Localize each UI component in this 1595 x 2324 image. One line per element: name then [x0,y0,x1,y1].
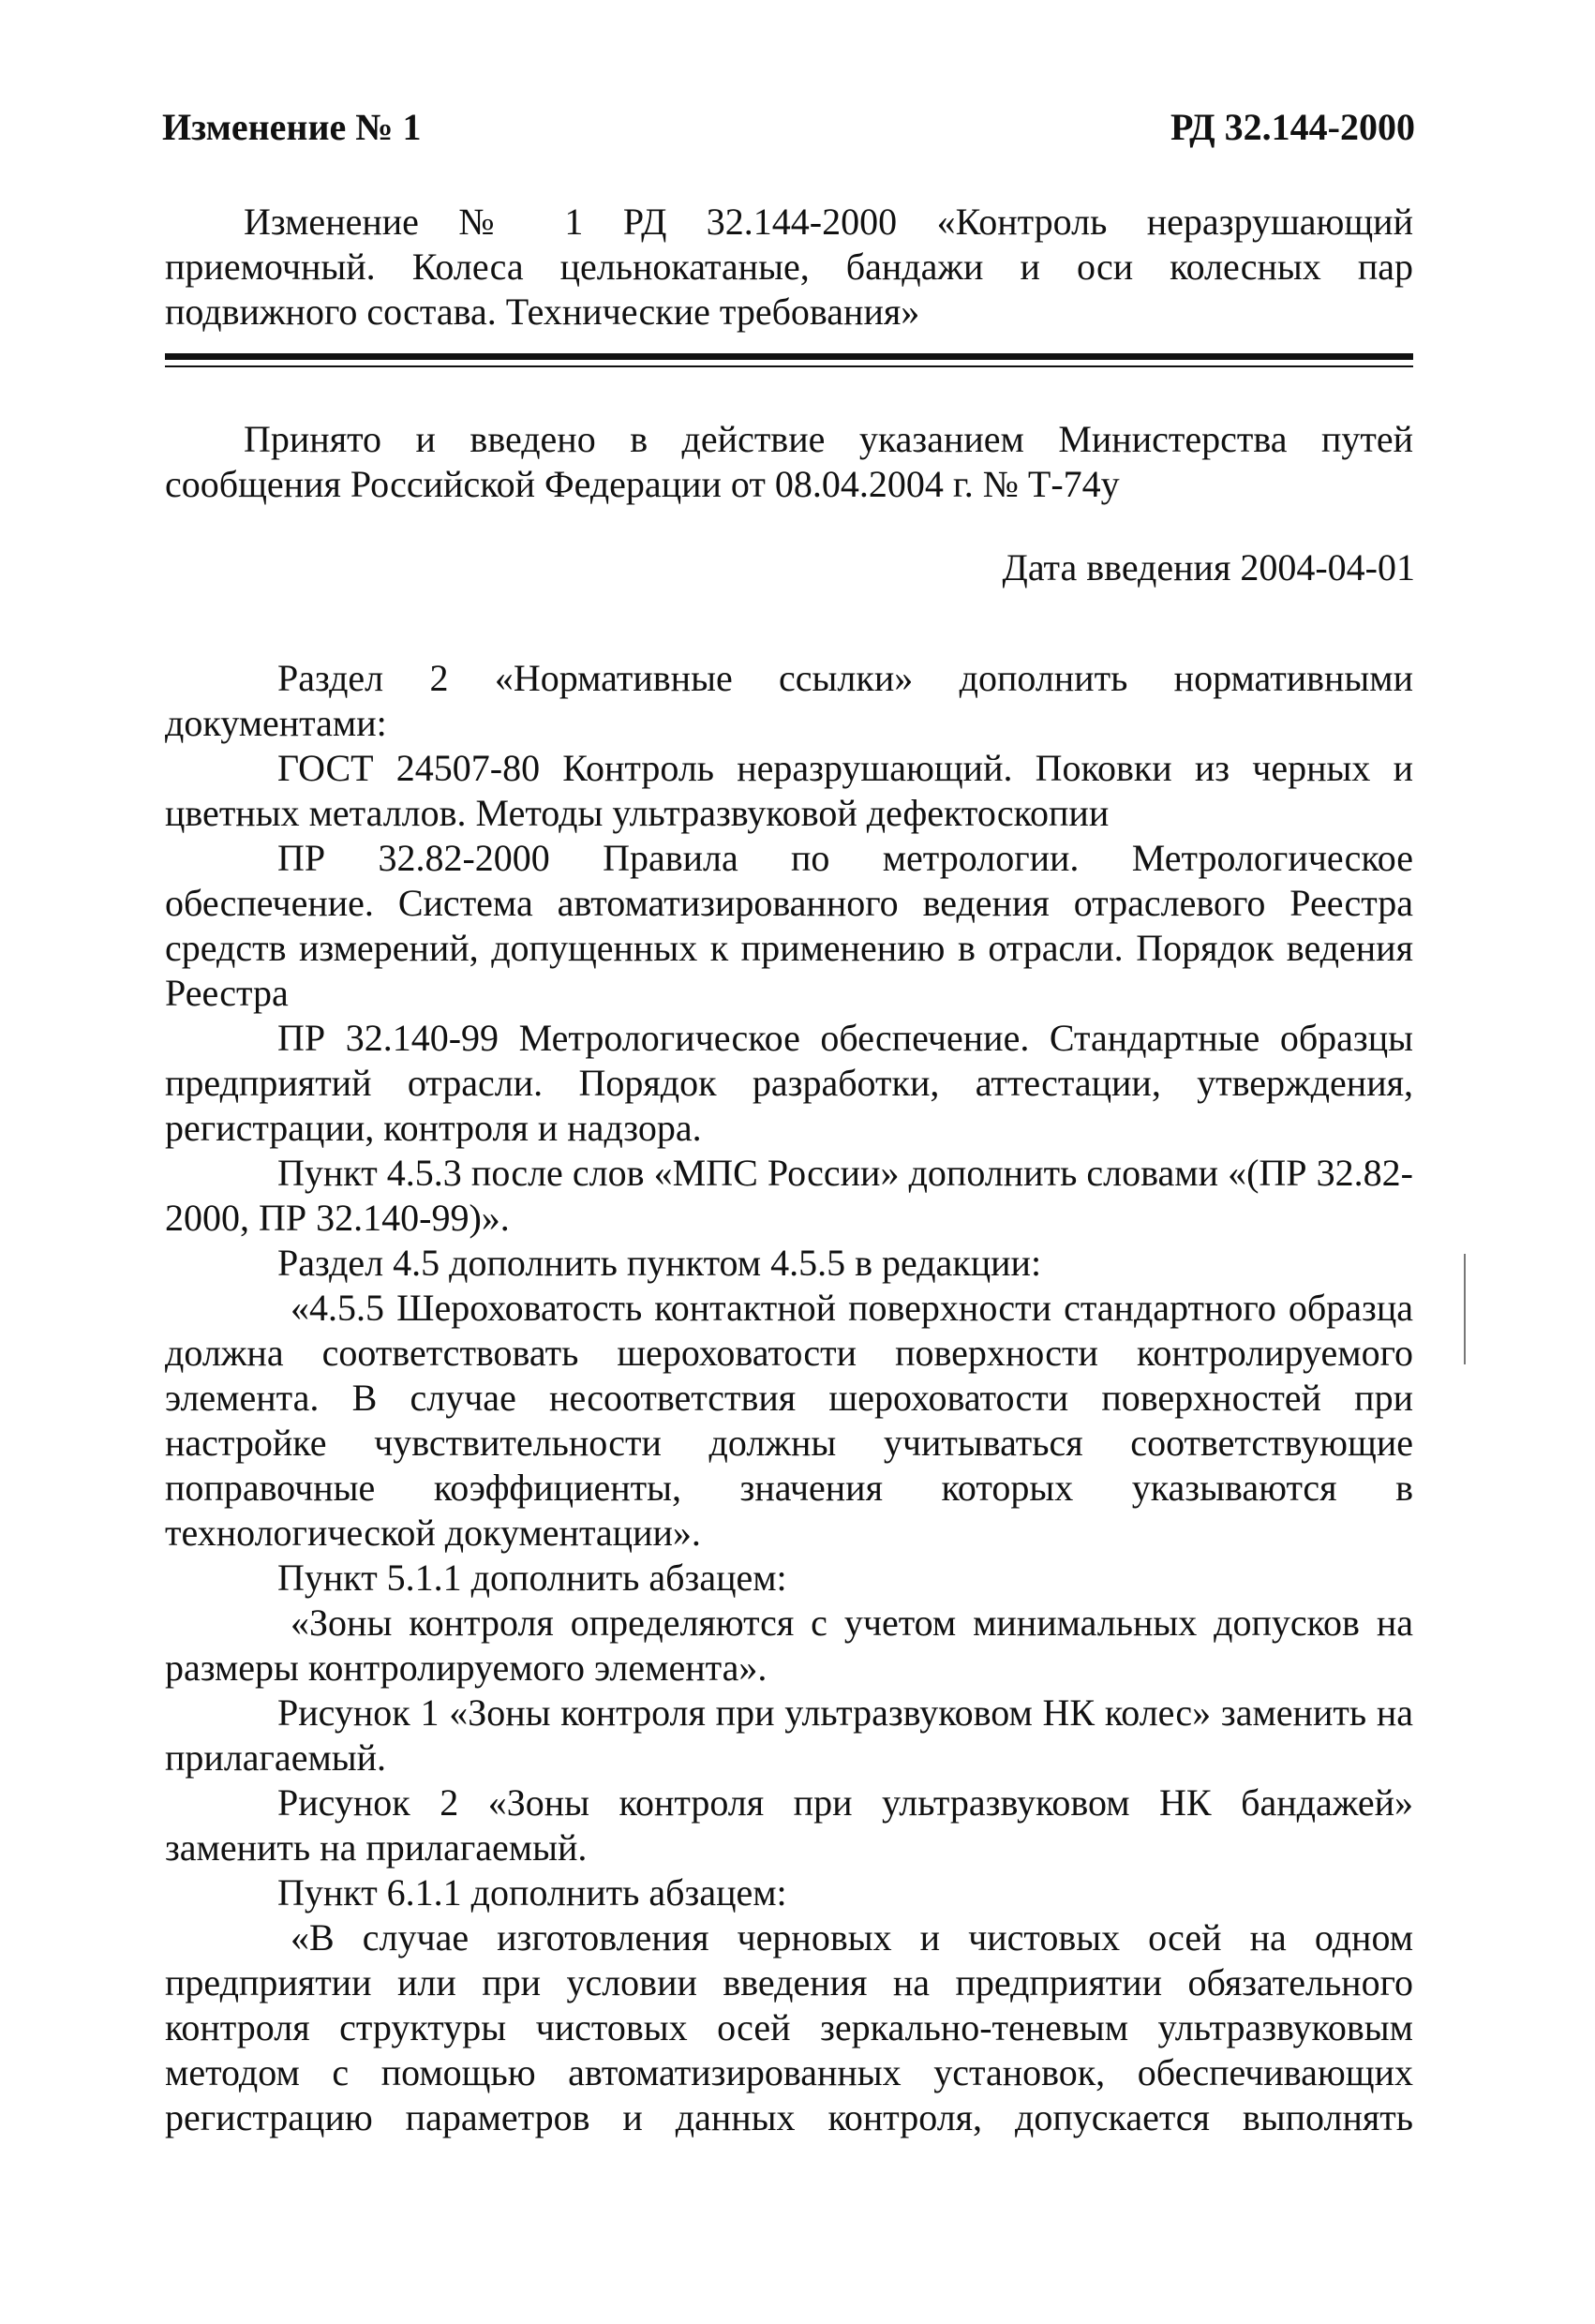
document-code-header: РД 32.144-2000 [1170,106,1415,148]
paragraph-figure-2: Рисунок 2 «Зоны контроля при ультразвуковом НК бандажей» заменить на прилагаемый. [165,1781,1413,1869]
document-body [165,656,1413,2140]
separator-thin-rule [165,365,1413,367]
paragraph-pr-32-140: ПР 32.140-99 Метрологическое обеспечение. Стандартные образцы предприятий отрасли. Порядок разработки, аттестации, утверждения, регистрации, контроля и надзора. [165,1017,1413,1149]
paragraph-clause-4-5-5: «4.5.5 Шероховатость контактной поверхности стандартного образца должна соответствовать шероховатости поверхности контролируемого элемента. В случае несоответствия шероховатости поверхностей при настройке чувствительности должны учитываться соответствующие поправочные коэффициенты, значения которых указываются в технологической документации». [165,1287,1413,1554]
paragraph-clause-6-1-1: Пункт 6.1.1 дополнить абзацем: [277,1871,787,1914]
change-number-header: Изменение № 1 [162,106,422,148]
separator-thick-rule [165,353,1413,360]
paragraph-section-4-5: Раздел 4.5 дополнить пунктом 4.5.5 в редакции: [277,1242,1042,1284]
paragraph-section-2: Раздел 2 «Нормативные ссылки» дополнить нормативными документами: [165,657,1413,744]
adoption-statement: Принято и введено в действие указанием Министерства путей сообщения Российской Федерации от 08.04.2004 г. № Т-74у [165,418,1413,505]
margin-mark [1464,1254,1466,1364]
paragraph-pr-32-82: ПР 32.82-2000 Правила по метрологии. Метрологическое обеспечение. Система автоматизированного ведения отраслевого Реестра средств измерений, допущенных к применению в отрасли. Порядок ведения Реестра [165,837,1413,1014]
paragraph-control-zones-quote: «Зоны контроля определяются с учетом минимальных допусков на размеры контролируемого элемента». [165,1601,1413,1689]
document-title: Изменение № 1 РД 32.144-2000 «Контроль неразрушающий приемочный. Колеса цельнокатаные, бандажи и оси колесных пар подвижного состава. Технические требования» [165,201,1413,333]
paragraph-figure-1: Рисунок 1 «Зоны контроля при ультразвуковом НК колес» заменить на прилагаемый. [165,1691,1413,1779]
paragraph-clause-4-5-3: Пункт 4.5.3 после слов «МПС России» дополнить словами «(ПР 32.82-2000, ПР 32.140-99)». [165,1152,1413,1239]
introduction-date: Дата введения 2004-04-01 [1002,546,1415,588]
paragraph-axle-control-quote: «В случае изготовления черновых и чистовых осей на одном предприятии или при условии введения на предприятии обязательного контроля структуры чистовых осей зеркально-теневым ультразвуковым методом с помощью автоматизированных установок, обеспечивающих регистрацию параметров и данных контроля, допускается выполнять [165,1916,1413,2138]
paragraph-gost-24507: ГОСТ 24507-80 Контроль неразрушающий. Поковки из черных и цветных металлов. Методы ультразвуковой дефектоскопии [165,747,1413,834]
paragraph-clause-5-1-1: Пункт 5.1.1 дополнить абзацем: [277,1557,787,1599]
